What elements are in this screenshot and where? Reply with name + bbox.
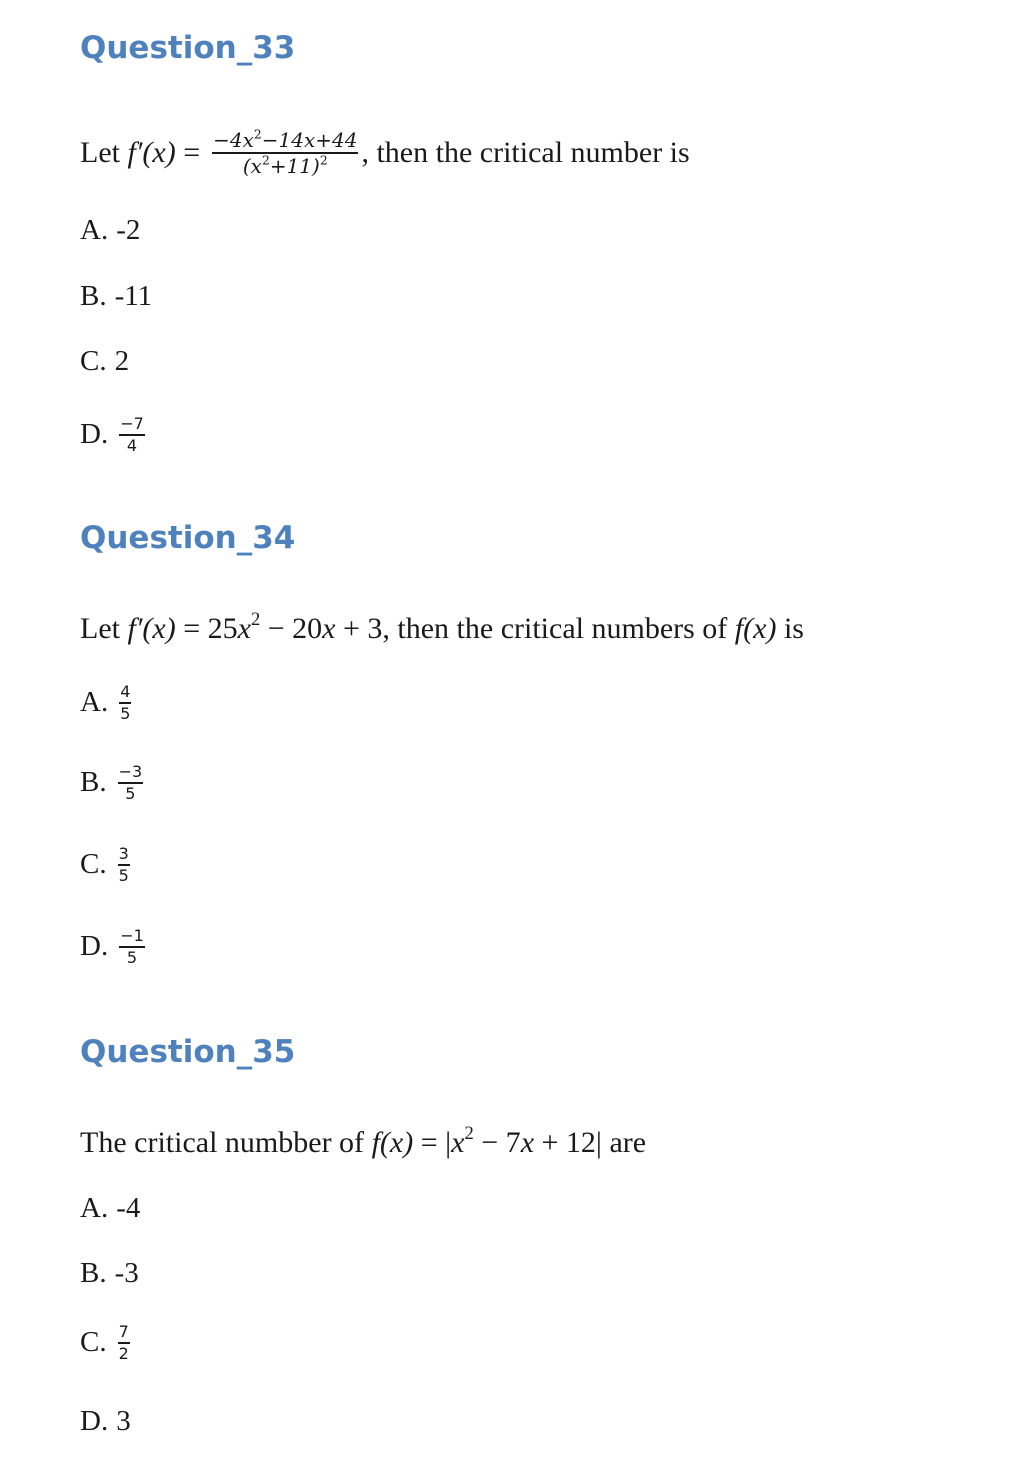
fraction-numerator: −1 xyxy=(120,926,144,945)
option-letter: A. xyxy=(80,214,109,246)
option-fraction xyxy=(119,926,145,968)
option-b[interactable] xyxy=(80,280,152,313)
fraction-denominator: 5 xyxy=(126,947,138,967)
stem-prefix: Let xyxy=(80,612,128,645)
question-35-title: Question_35 xyxy=(80,1034,296,1070)
fraction-numerator: 4 xyxy=(120,682,131,701)
stem-expression: $f(x) = |x^2 - 7x + 12|$ xyxy=(371,1122,602,1159)
fraction-numerator: 3 xyxy=(118,844,129,863)
option-a[interactable] xyxy=(80,1192,140,1225)
option-letter: D. xyxy=(80,930,109,963)
stem-suffix: , then the critical number is xyxy=(361,136,690,169)
fraction-numerator: 7 xyxy=(118,1322,129,1341)
option-letter: A. xyxy=(80,686,109,719)
stem-suffix: are xyxy=(601,1126,647,1159)
option-value: -2 xyxy=(116,214,141,246)
option-c[interactable] xyxy=(80,1322,133,1364)
option-letter: B. xyxy=(80,280,107,312)
fraction-denominator: 5 xyxy=(120,703,131,723)
fraction-denominator: 4 xyxy=(126,435,138,455)
option-letter: C. xyxy=(80,1326,107,1359)
option-letter: C. xyxy=(80,345,107,377)
option-d[interactable] xyxy=(80,1405,131,1438)
option-c[interactable] xyxy=(80,345,129,378)
stem-prefix: The critical numbber of xyxy=(80,1126,372,1159)
fraction-denominator: 5 xyxy=(125,783,136,803)
option-letter: B. xyxy=(80,1257,107,1289)
fraction-numerator: −7 xyxy=(120,414,144,433)
option-letter: D. xyxy=(80,418,109,451)
option-d[interactable] xyxy=(80,414,148,456)
option-value: 2 xyxy=(114,345,130,377)
option-value: 3 xyxy=(116,1405,131,1437)
stem-lhs: f′(x) = xyxy=(127,136,201,169)
question-34-title: Question_34 xyxy=(80,520,296,556)
option-letter: D. xyxy=(80,1405,109,1437)
option-fraction xyxy=(119,682,131,724)
option-value: -4 xyxy=(116,1192,141,1224)
option-b[interactable] xyxy=(80,1257,139,1290)
option-letter: A. xyxy=(80,1192,109,1224)
option-fraction xyxy=(119,414,145,456)
stem-expression: $f'(x) = 25x^2 - 20x + 3$ xyxy=(127,608,383,645)
stem-suffix: , then the critical numbers of xyxy=(382,612,735,645)
stem-fraction xyxy=(212,128,358,178)
option-a[interactable] xyxy=(80,214,140,247)
question-35-stem xyxy=(80,1122,647,1160)
option-a[interactable] xyxy=(80,682,134,724)
stem-fx: f(x) xyxy=(734,612,777,645)
option-b[interactable] xyxy=(80,762,146,804)
option-fraction xyxy=(118,844,130,886)
stem-end: is xyxy=(776,612,804,645)
option-letter: B. xyxy=(80,766,107,799)
fraction-denominator: 2 xyxy=(118,1343,129,1363)
option-c[interactable] xyxy=(80,844,133,886)
question-34-stem xyxy=(80,608,804,646)
fraction-denominator: 5 xyxy=(118,865,129,885)
option-d[interactable] xyxy=(80,926,148,968)
option-fraction xyxy=(118,1322,130,1364)
option-value: -11 xyxy=(114,280,153,312)
question-33-stem xyxy=(80,128,690,178)
stem-numerator: $-4x^2-14x+44$ xyxy=(213,126,358,152)
fraction-numerator: −3 xyxy=(118,762,143,781)
stem-denominator: $(x^2+11)^2$ xyxy=(242,152,328,178)
option-letter: C. xyxy=(80,848,107,881)
option-value: -3 xyxy=(114,1257,139,1289)
question-33-title: Question_33 xyxy=(80,30,296,66)
stem-prefix: Let xyxy=(80,136,128,169)
option-fraction xyxy=(118,762,144,804)
